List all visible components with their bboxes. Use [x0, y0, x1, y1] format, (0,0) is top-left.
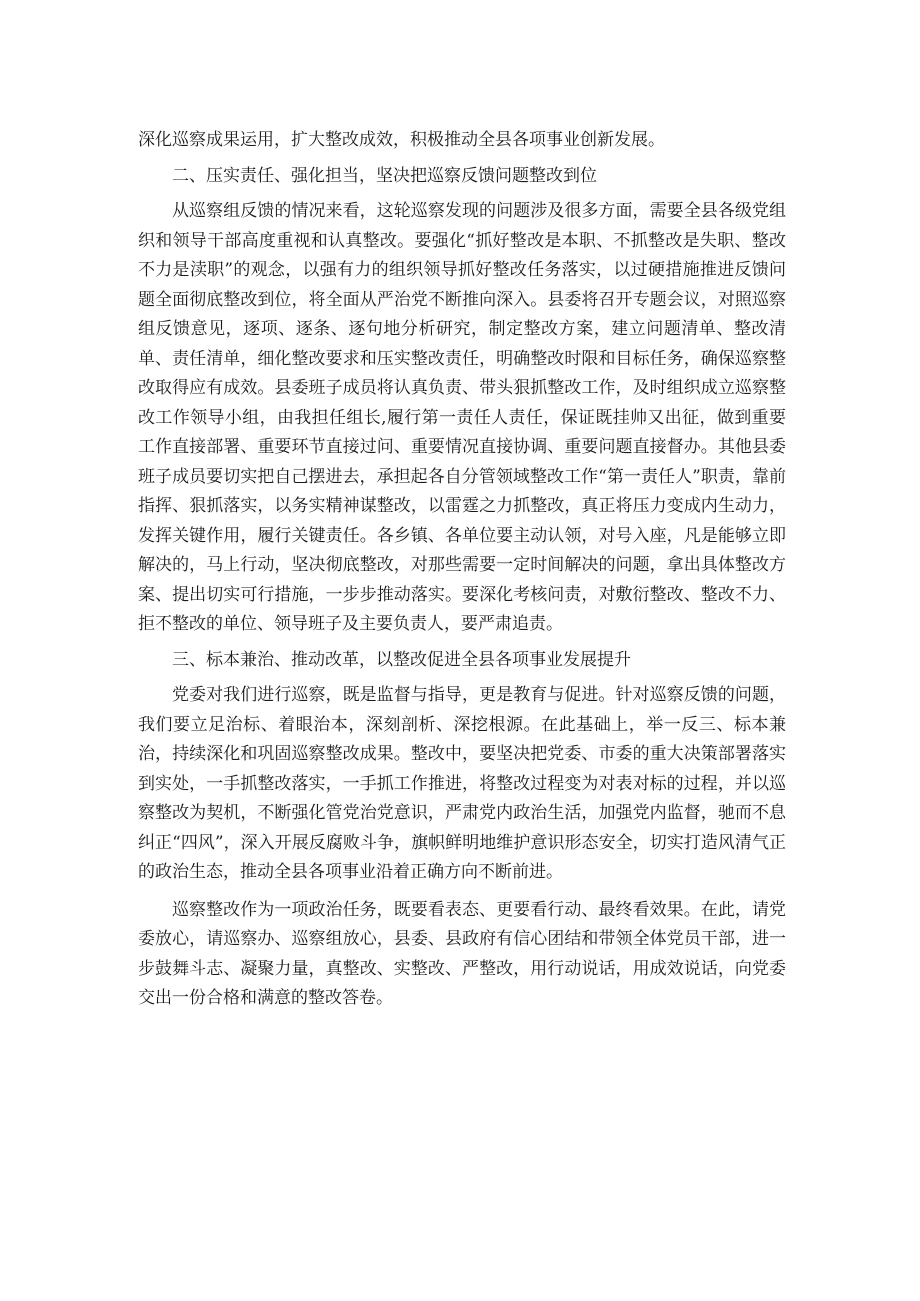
paragraph-conclusion: 巡察整改作为一项政治任务，既要看表态、更要看行动、最终看效果。在此，请党委放心，请巡察办、巡察组放心，县委、县政府有信心团结和带领全体党员干部，进一步鼓舞斗志、凝聚力量，真整改、实整改、严整改，用行动说话，用成效说话，向党委交出一份合格和满意的整改答卷。 — [138, 899, 786, 1008]
section-heading-3: 三、标本兼治、推动改革，以整改促进全县各项事业发展提升 — [172, 649, 631, 670]
paragraph-responsibility: 从巡察组反馈的情况来看，这轮巡察发现的问题涉及很多方面，需要全县各级党组织和领导干部高度重视和认真整改。要强化“抓好整改是本职、不抓整改是失职、整改不力是渎职”的观念，以强有力的组织领导抓好整改任务落实，以过硬措施推进反馈问题全面彻底整改到位，将全面从严治党不断推向深入。县委将召开专题会议，对照巡察组反馈意见，逐项、逐条、逐句地分析研究，制定整改方案，建立问题清单、整改清单、责任清单，细化整改要求和压实整改责任，明确整改时限和目标任务，确保巡察整改取得应有成效。县委班子成员将认真负责、带头狠抓整改工作，及时组织成立巡察整改工作领导小组，由我担任组长,履行第一责任人责任，保证既挂帅又出征，做到重要工作直接部署、重要环节直接过问、重要情况直接协调、重要问题直接督办。其他县委班子成员要切实把自己摆进去，承担起各自分管领域整改工作“第一责任人”职责，靠前指挥、狠抓落实，以务实精神谋整改，以雷霆之力抓整改，真正将压力变成内生动力，发挥关键作用，履行关键责任。各乡镇、各单位要主动认领，对号入座，凡是能够立即解决的，马上行动，坚决彻底整改，对那些需要一定时间解决的问题，拿出具体整改方案、提出切实可行措施，一步步推动落实。要深化考核问责，对敷衍整改、整改不力、拒不整改的单位、领导班子及主要负责人，要严肃追责。 — [138, 201, 786, 634]
paragraph-continuation: 深化巡察成果运用，扩大整改成效，积极推动全县各项事业创新发展。 — [138, 130, 665, 150]
paragraph-reform: 党委对我们进行巡察，既是监督与指导，更是教育与促进。针对巡察反馈的问题，我们要立足治标、着眼治本，深刻剖析、深挖根源。在此基础上，举一反三、标本兼治，持续深化和巩固巡察整改成果。整改中，要坚决把党委、市委的重大决策部署落实到实处，一手抓整改落实，一手抓工作推进，将整改过程变为对表对标的过程，并以巡察整改为契机，不断强化管党治党意识，严肃党内政治生活，加强党内监督，驰而不息纠正“四风”，深入开展反腐败斗争，旗帜鲜明地维护意识形态安全，切实打造风清气正的政治生态，推动全县各项事业沿着正确方向不断前进。 — [138, 685, 786, 882]
section-heading-2: 二、压实责任、强化担当，坚决把巡察反馈问题整改到位 — [172, 165, 597, 186]
document-body — [138, 126, 786, 1014]
